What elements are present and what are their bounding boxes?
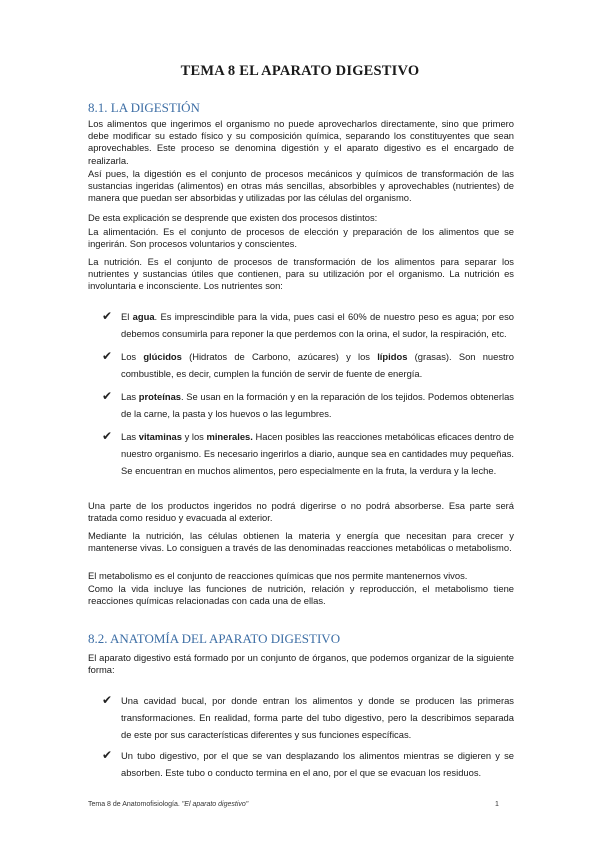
section-heading-digestion: 8.1. LA DIGESTIÓN bbox=[88, 100, 200, 115]
check-mark-icon: ✔ bbox=[102, 309, 113, 323]
paragraph: Los alimentos que ingerimos el organismo no puede aprovecharlos directamente, sino que primero debe modificar su estado físico y su composición química, separando los constituyentes que sean aprovechables. Este proceso se denomina digestión y el aparato digestivo es el encargado de realizarla. bbox=[88, 118, 514, 166]
paragraph: La nutrición. Es el conjunto de procesos de transformación de los alimentos para separar los nutrientes y sustancias útiles que contienen, para su utilización por el organismo. La nutrición es involuntaria e inconsciente. Los nutrientes son: bbox=[88, 256, 514, 292]
paragraph: De esta explicación se desprende que existen dos procesos distintos: bbox=[88, 212, 378, 223]
list-item: ✔ Una cavidad bucal, por donde entran los alimentos y donde se producen las primeras transformaciones. En realidad, forma parte del tubo digestivo, pero la describimos separada de este por sus características diferentes y sus funciones específicas. bbox=[102, 693, 514, 740]
nutrients-list bbox=[88, 308, 514, 479]
list-item: ✔ Los glúcidos (Hidratos de Carbono, azúcares) y los lípidos (grasas). Son nuestro combustible, es decir, cumplen la función de servir de fuente de energía. bbox=[102, 349, 514, 379]
section-heading-anatomy: 8.2. ANATOMÍA DEL APARATO DIGESTIVO bbox=[88, 631, 341, 646]
check-mark-icon: ✔ bbox=[102, 349, 113, 363]
paragraph: La alimentación. Es el conjunto de procesos de elección y preparación de los alimentos que se ingerirán. Son procesos voluntarios y conscientes. bbox=[88, 226, 514, 250]
organs-list bbox=[88, 692, 514, 781]
page-number: 1 bbox=[495, 801, 499, 808]
paragraph: El metabolismo es el conjunto de reacciones químicas que nos permite mantenernos vivos. bbox=[88, 570, 468, 581]
page-title: TEMA 8 EL APARATO DIGESTIVO bbox=[180, 63, 420, 79]
paragraph: Como la vida incluye las funciones de nutrición, relación y reproducción, el metabolismo tiene reacciones químicas relacionadas con cada una de ellas. bbox=[88, 583, 514, 607]
list-item: ✔ Las proteínas. Se usan en la formación y en la reparación de los tejidos. Podemos obtenerlas de la carne, la pasta y los huevos o las legumbres. bbox=[102, 389, 514, 419]
paragraph: Mediante la nutrición, las células obtienen la materia y energía que necesitan para crecer y mantenerse vivas. Lo consiguen a través de las denominadas reacciones metabólicas o metabolismo. bbox=[88, 530, 514, 554]
paragraph: El aparato digestivo está formado por un conjunto de órganos, que podemos organizar de la siguiente forma: bbox=[88, 652, 514, 676]
check-mark-icon: ✔ bbox=[102, 389, 113, 403]
list-item: ✔ El agua. Es imprescindible para la vida, pues casi el 60% de nuestro peso es agua; por eso debemos consumirla para reponer la que perdemos con la orina, el sudor, la respiración, etc. bbox=[102, 309, 514, 339]
check-mark-icon: ✔ bbox=[102, 429, 113, 443]
list-item: ✔ Las vitaminas y los minerales. Hacen posibles las reacciones metabólicas eficaces dentro de nuestro organismo. Es necesario ingerirlos a diario, aunque sea en cantidades muy pequeñas. Se encuentran en muchos alimentos, pero especialmente en la fruta, la verdura y la leche. bbox=[102, 429, 514, 476]
list-item: ✔ Un tubo digestivo, por el que se van desplazando los alimentos mientras se digieren y se absorben. Este tubo o conducto termina en el ano, por el que se evacuan los residuos. bbox=[102, 748, 514, 778]
paragraph: Así pues, la digestión es el conjunto de procesos mecánicos y químicos de transformación de las sustancias ingeridas (alimentos) en otras más sencillas, absorbibles y aprovechables (nutrientes) de manera que puedan ser absorbidas y utilizadas por las células del organismo. bbox=[88, 168, 514, 204]
check-mark-icon: ✔ bbox=[102, 748, 113, 762]
check-mark-icon: ✔ bbox=[102, 693, 113, 707]
paragraph: Una parte de los productos ingeridos no podrá digerirse o no podrá absorberse. Esa parte será tratada como residuo y evacuada al exterior. bbox=[88, 500, 514, 524]
footer-text: Tema 8 de Anatomofisiología. "El aparato digestivo" bbox=[88, 801, 249, 808]
